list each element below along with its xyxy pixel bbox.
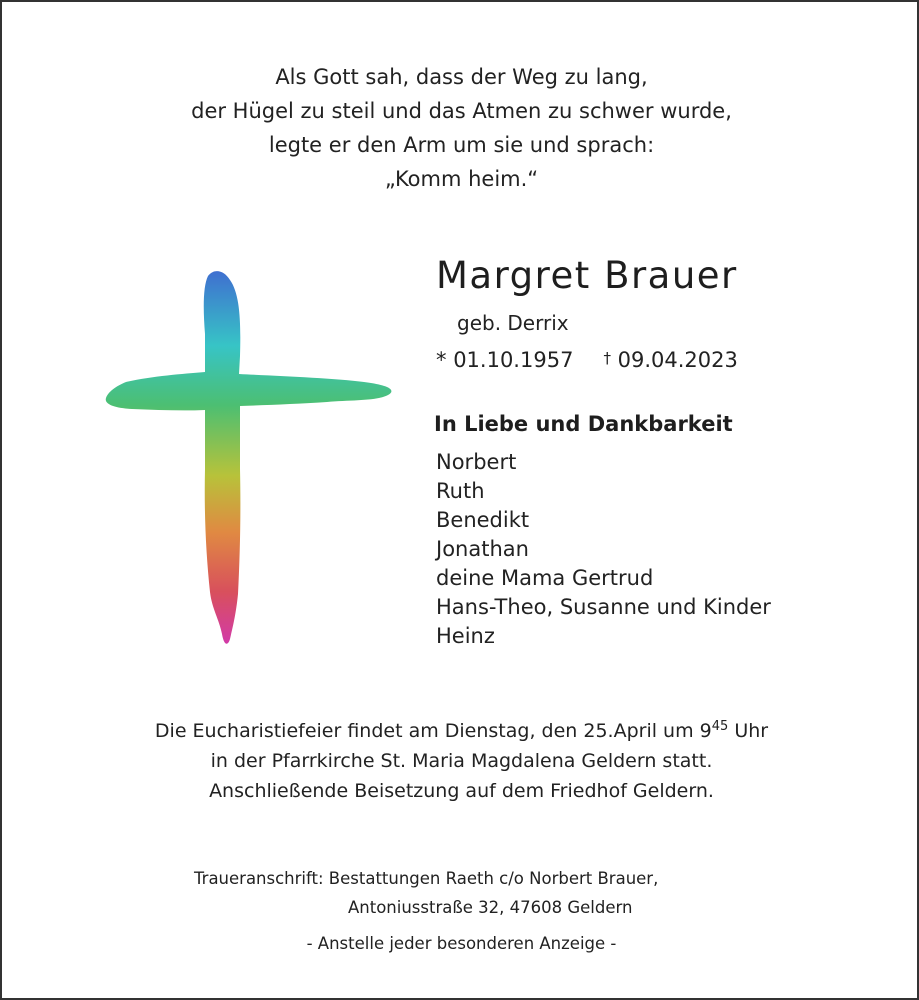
poem [2,60,919,196]
poem-line: legte er den Arm um sie und sprach: [268,133,655,157]
life-dates [436,348,738,372]
service-line: Anschließende Beisetzung auf dem Friedhof Geldern. [209,780,714,802]
service-time-suffix: Uhr [734,720,769,742]
birth-symbol: * [436,348,447,372]
birth-date: 01.10.1957 [453,348,574,372]
deceased-name: Margret Brauer [436,254,738,297]
list-item: Jonathan [436,537,529,561]
service-time-minutes: 45 [711,719,729,734]
poem-line: „Komm heim.“ [384,167,539,191]
notice: - Anstelle jeder besonderen Anzeige - [306,934,617,953]
list-item: Benedikt [436,508,530,532]
dedication-heading: In Liebe und Dankbarkeit [434,412,733,436]
service-line [2,716,919,746]
list-item: Hans-Theo, Susanne und Kinder [436,595,771,619]
list-item: Norbert [436,450,517,474]
service-line-text: Die Eucharistiefeier findet am Dienstag, den 25.April um 9 [154,720,712,742]
dagger-icon: † [603,349,611,367]
birth-name: geb. Derrix [457,311,569,335]
service-info [2,716,919,806]
list-item: Heinz [436,624,495,648]
service-line: in der Pfarrkirche St. Maria Magdalena Geldern statt. [210,750,713,772]
list-item: Ruth [436,479,485,503]
list-item: deine Mama Gertrud [436,566,654,590]
mourners-list [436,448,771,651]
address-line: Traueranschrift: Bestattungen Raeth c/o Norbert Brauer, [194,869,659,888]
address-line: Antoniusstraße 32, 47608 Geldern [348,898,633,917]
poem-line: Als Gott sah, dass der Weg zu lang, [275,65,648,89]
poem-line: der Hügel zu steil und das Atmen zu schwer wurde, [191,99,732,123]
rainbow-cross-icon [102,264,397,649]
death-date: 09.04.2023 [617,348,738,372]
